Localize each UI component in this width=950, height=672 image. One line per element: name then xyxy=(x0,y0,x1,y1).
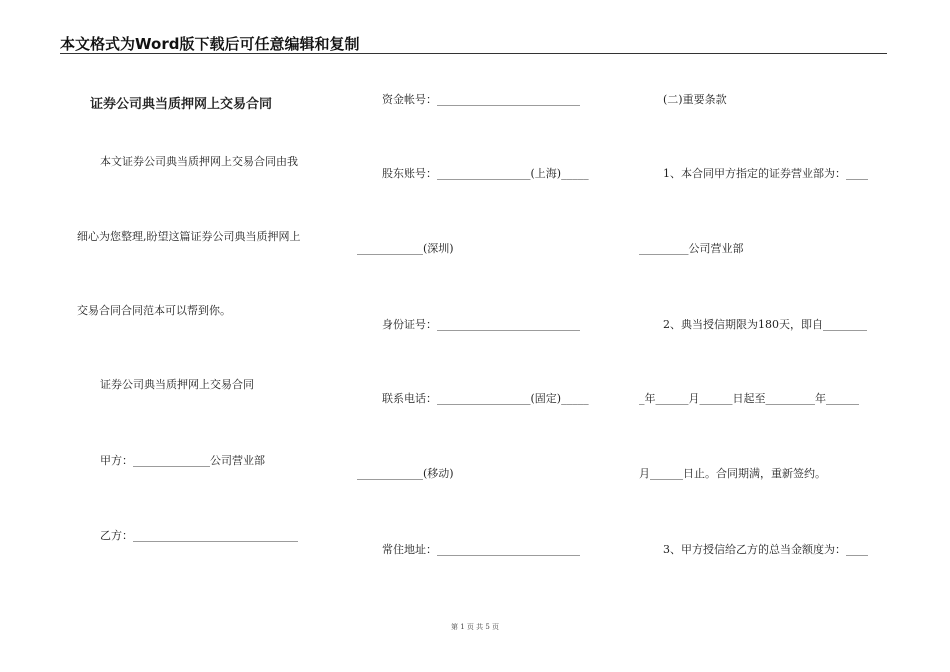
clause-2-line-3: 月______日止。合同期满，重新签约。 xyxy=(639,467,826,480)
intro-line-2: 细心为您整理,盼望这篇证券公司典当质押网上 xyxy=(77,230,301,243)
phone-line: 联系电话：_________________(固定)_____ xyxy=(382,392,589,405)
party-b-line: 乙方：______________________________ xyxy=(100,529,298,542)
page-footer: 第 1 页 共 5 页 xyxy=(450,623,500,631)
party-a-line: 甲方：______________公司营业部 xyxy=(100,454,265,467)
clause-3-line-1: 3、甲方授信给乙方的总当金额度为：____ xyxy=(663,543,868,556)
intro-line-1: 本文证券公司典当质押网上交易合同由我 xyxy=(100,155,298,168)
section-heading: (二)重要条款 xyxy=(663,93,727,106)
intro-line-3: 交易合同合同范本可以帮到你。 xyxy=(77,304,231,317)
shenzhen-account-line: ____________(深圳) xyxy=(357,242,454,255)
fund-account-line: 资金帐号：__________________________ xyxy=(382,93,580,106)
id-number-line: 身份证号：__________________________ xyxy=(382,318,580,331)
clause-2-line-2: _年______月______日起至_________年______ xyxy=(639,392,859,405)
header-title: 本文格式为Word版下载后可任意编辑和复制 xyxy=(60,35,360,53)
contract-subtitle: 证券公司典当质押网上交易合同 xyxy=(100,378,254,391)
document-title: 证券公司典当质押网上交易合同 xyxy=(90,97,273,112)
mobile-line: ____________(移动) xyxy=(357,467,454,480)
clause-2-line-1: 2、典当授信期限为180天，即自________ xyxy=(663,318,867,331)
header-divider xyxy=(60,53,887,54)
shareholder-account-line: 股东账号：_________________(上海)_____ xyxy=(382,167,589,180)
address-line: 常住地址：__________________________ xyxy=(382,543,580,556)
clause-1-line-1: 1、本合同甲方指定的证券营业部为：____ xyxy=(663,167,868,180)
clause-1-line-2: _________公司营业部 xyxy=(639,242,744,255)
